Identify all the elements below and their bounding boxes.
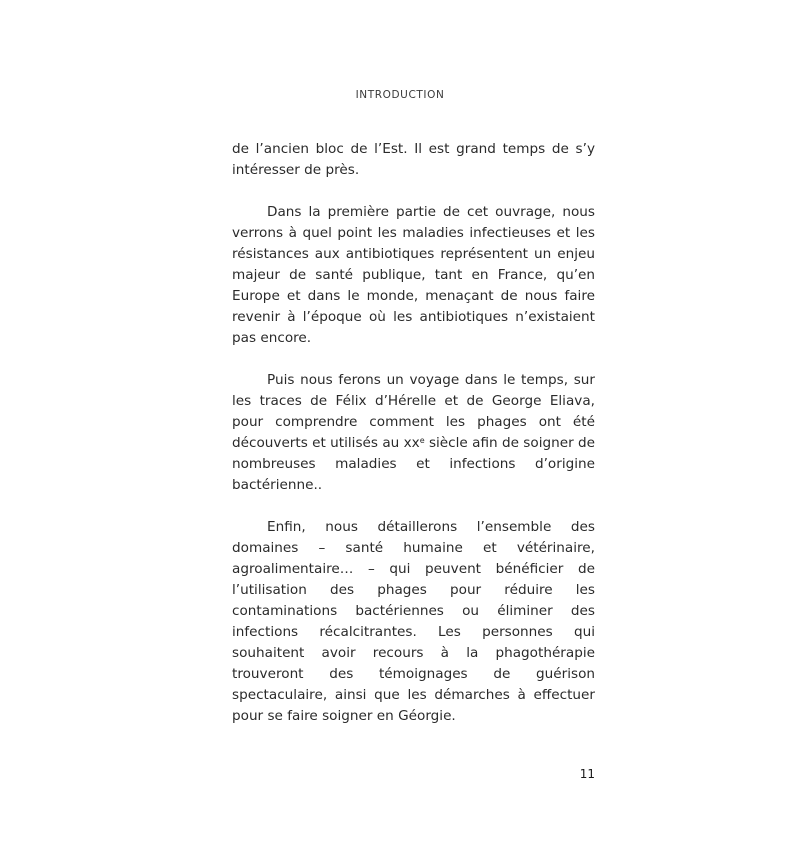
paragraph-3 <box>232 370 595 496</box>
century-superscript: e <box>419 436 425 445</box>
page-number: 11 <box>579 767 595 781</box>
paragraph-4: Enfin, nous détaillerons l’ensemble des domaines – santé humaine et vétérinaire, agroalimentaire… – qui peuvent bénéficier de l’utilisation des phages pour réduire les contaminations bactériennes ou éliminer des infections récalcitrantes. Les personnes qui souhaitent avoir recours à la phagothérapie trouveront des témoignages de guérison spectaculaire, ainsi que les démarches à effectuer pour se faire soigner en Géorgie. <box>232 519 595 724</box>
paragraph-3-text-end: siècle afin de soigner de nombreuses maladies et infections d’origine bactérienne.. <box>232 435 595 493</box>
paragraph-1: de l’ancien bloc de l’Est. Il est grand temps de s’y intéresser de près. <box>232 141 595 178</box>
paragraph-2: Dans la première partie de cet ouvrage, nous verrons à quel point les maladies infectieuses et les résistances aux antibiotiques représentent un enjeu majeur de santé publique, tant en France, qu’en Europe et dans le monde, menaçant de nous faire revenir à l’époque où les antibiotiques n’existaient pas encore. <box>232 204 595 346</box>
running-head: INTRODUCTION <box>355 89 445 101</box>
paragraph-3-text-start: Puis nous ferons un voyage dans le temps, sur les traces de Félix d’Hérelle et de George Eliava, pour comprendre comment les phages ont été découverts et utilisés au xx <box>232 372 595 451</box>
body-text <box>232 139 595 748</box>
